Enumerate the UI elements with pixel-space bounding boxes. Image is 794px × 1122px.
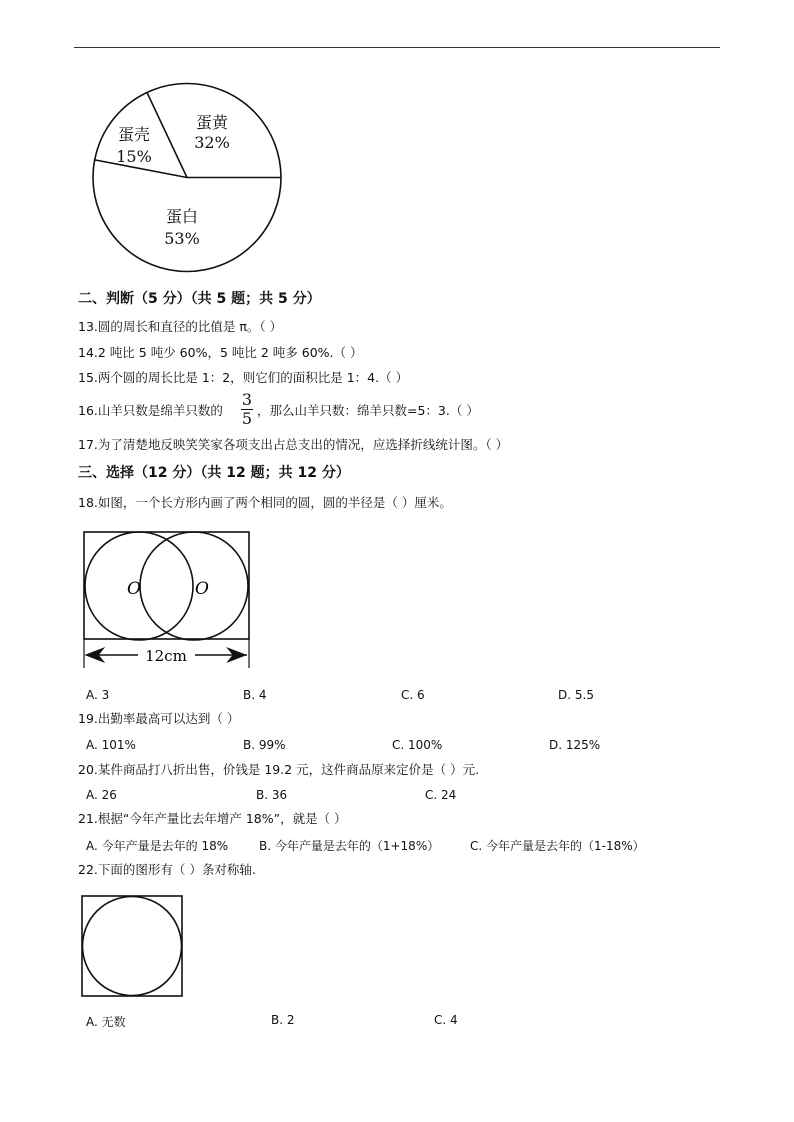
q20-option-b[interactable]: B. 36: [256, 788, 288, 802]
width-label: 12cm: [145, 647, 187, 665]
question-13: 13.圆的周长和直径的比值是 π。（ ）: [78, 319, 283, 334]
q22-option-c[interactable]: C. 4: [434, 1013, 458, 1027]
section2-heading: 二、判断（5 分）（共 5 题；共 5 分）: [78, 291, 321, 307]
q19-option-c[interactable]: C. 100%: [392, 738, 443, 752]
fraction-denominator: 5: [241, 409, 253, 428]
question-16-prefix: 16.山羊只数是绵羊只数的: [78, 403, 223, 418]
inscribed-circle: [83, 897, 182, 996]
q21-option-a[interactable]: A. 今年产量是去年的 18%: [86, 839, 229, 853]
circle-center-label-right: O: [195, 579, 209, 599]
q21-option-b[interactable]: B. 今年产量是去年的（1+18%）: [259, 839, 440, 853]
question-18: 18.如图，一个长方形内画了两个相同的圆，圆的半径是（ ）厘米。: [78, 495, 452, 510]
question-17: 17.为了清楚地反映笑笑家各项支出占总支出的情况，应选择折线统计图。（ ）: [78, 437, 509, 452]
question-19: 19.出勤率最高可以达到（ ）: [78, 711, 240, 726]
pie-label-shell-name: 蛋壳: [117, 125, 151, 144]
q19-option-a[interactable]: A. 101%: [86, 738, 136, 752]
q20-option-a[interactable]: A. 26: [86, 788, 117, 802]
q20-option-c[interactable]: C. 24: [425, 788, 457, 802]
q19-option-b[interactable]: B. 99%: [243, 738, 286, 752]
q19-option-d[interactable]: D. 125%: [549, 738, 601, 752]
question-14: 14.2 吨比 5 吨少 60%，5 吨比 2 吨多 60%.（ ）: [78, 345, 363, 360]
q18-option-b[interactable]: B. 4: [243, 688, 267, 702]
question-16-fraction: [240, 391, 254, 428]
section3-heading: 三、选择（12 分）（共 12 题；共 12 分）: [78, 465, 350, 481]
rectangle-shape: [84, 532, 249, 639]
circle-center-label-left: O: [127, 579, 141, 599]
question-15: 15.两个圆的周长比是 1：2，则它们的面积比是 1：4.（ ）: [78, 370, 409, 385]
right-circle: [140, 532, 248, 640]
header-rule: [74, 47, 720, 48]
q22-option-b[interactable]: B. 2: [271, 1013, 295, 1027]
q18-option-a[interactable]: A. 3: [86, 688, 110, 702]
q18-option-c[interactable]: C. 6: [401, 688, 425, 702]
question-22: 22.下面的图形有（ ）条对称轴.: [78, 862, 256, 877]
pie-label-shell-percent: 15%: [116, 147, 152, 166]
q22-option-a[interactable]: A. 无数: [86, 1015, 126, 1029]
pie-label-white-name: 蛋白: [165, 207, 199, 226]
question-22-figure: [80, 894, 186, 1000]
pie-label-white-percent: 53%: [164, 229, 200, 248]
question-18-figure: [80, 528, 256, 674]
question-21: 21.根据“今年产量比去年增产 18%”，就是（ ）: [78, 811, 347, 826]
pie-label-yolk-percent: 32%: [194, 133, 230, 152]
q18-option-d[interactable]: D. 5.5: [558, 688, 594, 702]
pie-chart: [84, 78, 290, 278]
question-16-suffix: ，那么山羊只数：绵羊只数=5：3.（ ）: [257, 403, 479, 418]
question-20: 20.某件商品打八折出售，价钱是 19.2 元，这件商品原来定价是（ ）元.: [78, 762, 480, 777]
pie-label-yolk-name: 蛋黄: [195, 113, 229, 132]
q21-option-c[interactable]: C. 今年产量是去年的（1-18%）: [470, 839, 645, 853]
fraction-numerator: 3: [241, 390, 253, 409]
